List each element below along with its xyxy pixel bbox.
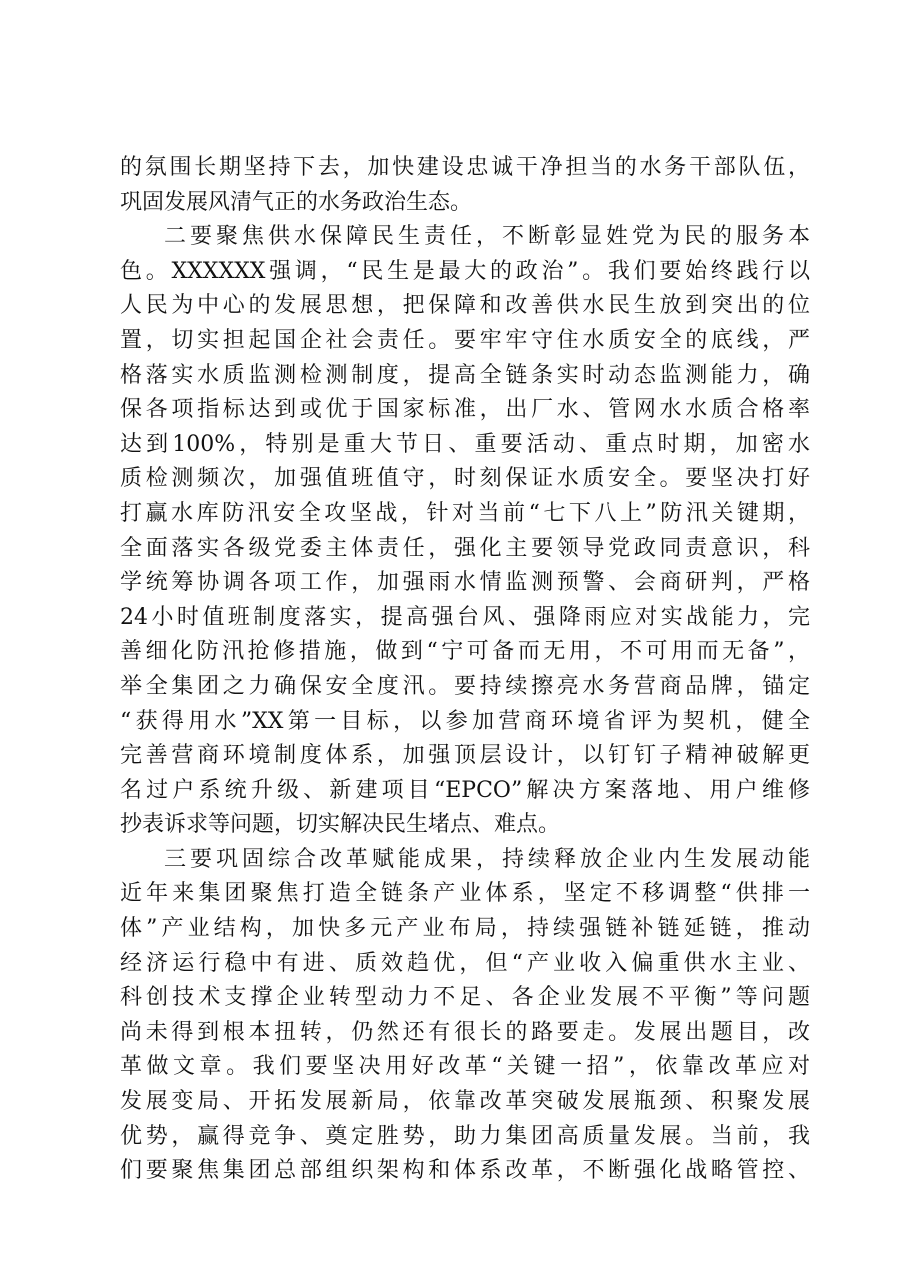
- text-line: 们要聚焦集团总部组织架构和体系改革，不断强化战略管控、: [120, 1158, 810, 1184]
- text-line: 优势，赢得竞争、奠定胜势，助力集团高质量发展。当前，我: [120, 1123, 810, 1149]
- text-line: 科创技术支撑企业转型动力不足、各企业发展不平衡”等问题: [120, 985, 810, 1011]
- text-line: 巩固发展风清气正的水务政治生态。: [120, 189, 473, 215]
- text-line: 学统筹协调各项工作，加强雨水情监测预警、会商研判，严格: [120, 570, 810, 596]
- text-line: 发展变局、开拓发展新局，依靠改革突破发展瓶颈、积聚发展: [120, 1089, 810, 1115]
- text-line: 完善营商环境制度体系，加强顶层设计，以钉钉子精神破解更: [120, 743, 810, 769]
- text-line: 色。XXXXXX强调，“民生是最大的政治”。我们要始终践行以: [120, 258, 810, 284]
- text-line: 举全集团之力确保安全度汛。要持续擦亮水务营商品牌，锚定: [120, 673, 810, 699]
- text-line: 名过户系统升级、新建项目“EPCO”解决方案落地、用户维修: [120, 777, 810, 803]
- text-line: “获得用水”XX第一目标，以参加营商环境省评为契机，健全: [120, 708, 810, 734]
- text-line: 全面落实各级党委主体责任，强化主要领导党政同责意识，科: [120, 535, 810, 561]
- text-line: 格落实水质监测检测制度，提高全链条实时动态监测能力，确: [120, 362, 810, 388]
- text-line: 打赢水库防汛安全攻坚战，针对当前“七下八上”防汛关键期，: [120, 500, 810, 526]
- text-line: 人民为中心的发展思想，把保障和改善供水民生放到突出的位: [120, 293, 810, 319]
- text-line: 尚未得到根本扭转，仍然还有很长的路要走。发展出题目，改: [120, 1019, 810, 1045]
- text-line: 质检测频次，加强值班值守，时刻保证水质安全。要坚决打好: [120, 466, 810, 492]
- text-line: 置，切实担起国企社会责任。要牢牢守住水质安全的底线，严: [120, 327, 810, 353]
- text-line: 24小时值班制度落实，提高强台风、强降雨应对实战能力，完: [120, 604, 810, 630]
- text-line: 善细化防汛抢修措施，做到“宁可备而无用，不可用而无备”，: [120, 639, 810, 665]
- text-line: 抄表诉求等问题，切实解决民生堵点、难点。: [120, 812, 561, 838]
- text-line: 革做文章。我们要坚决用好改革“关键一招”，依靠改革应对: [120, 1054, 810, 1080]
- text-line: 体”产业结构，加快多元产业布局，持续强链补链延链，推动: [120, 916, 810, 942]
- text-line: 保各项指标达到或优于国家标准，出厂水、管网水水质合格率: [120, 397, 810, 423]
- paragraph-start-line: 三要巩固综合改革赋能成果，持续释放企业内生发展动能: [164, 846, 810, 872]
- text-line: 近年来集团聚焦打造全链条产业体系，坚定不移调整“供排一: [120, 881, 810, 907]
- text-line: 达到100%，特别是重大节日、重要活动、重点时期，加密水: [120, 431, 810, 457]
- paragraph-start-line: 二要聚焦供水保障民生责任，不断彰显姓党为民的服务本: [164, 224, 810, 250]
- document-body: [120, 151, 810, 1189]
- text-line: 经济运行稳中有进、质效趋优，但“产业收入偏重供水主业、: [120, 950, 810, 976]
- text-line: 的氛围长期坚持下去，加快建设忠诚干净担当的水务干部队伍，: [120, 155, 810, 180]
